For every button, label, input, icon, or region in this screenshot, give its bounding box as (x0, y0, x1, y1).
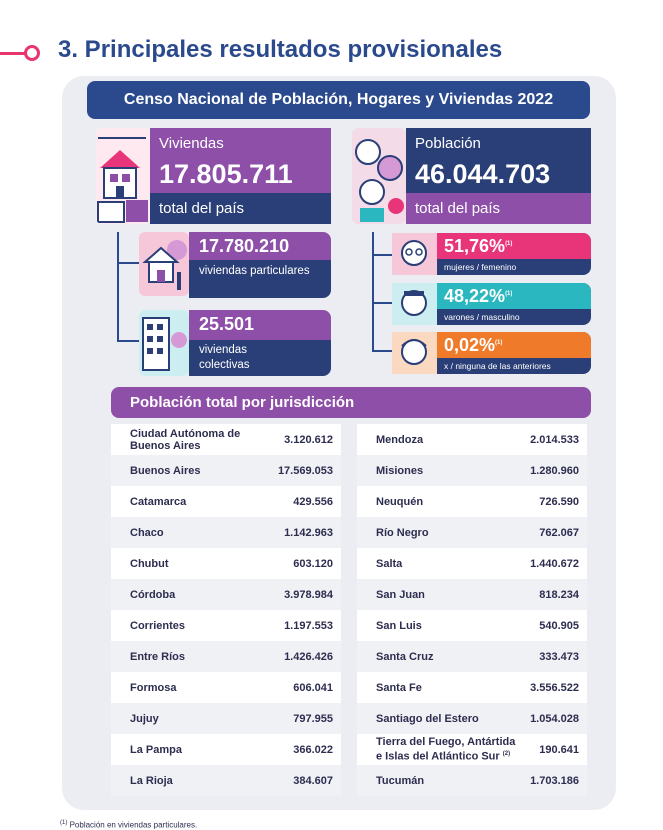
table-row (357, 610, 587, 641)
table-row (111, 517, 341, 548)
jurisdiction-name: Catamarca (130, 495, 187, 508)
people-illustration-icon (352, 128, 406, 224)
jurisdiction-name: Entre Ríos (130, 650, 186, 663)
jurisdiction-population: 190.641 (539, 743, 579, 756)
poblacion-connector (372, 350, 392, 352)
jurisdiction-population: 606.041 (293, 681, 333, 694)
jurisdiction-name: Santa Fe (376, 681, 422, 694)
jurisdiction-name: La Pampa (130, 743, 182, 756)
jurisdiction-name: Ciudad Autónoma de Buenos Aires (130, 427, 241, 452)
jurisdiction-population: 540.905 (539, 619, 579, 632)
jurisdiction-population: 1.280.960 (530, 464, 579, 477)
viviendas-connector (117, 262, 139, 264)
particulares-value: 17.780.210 (199, 236, 290, 256)
table-row (111, 641, 341, 672)
poblacion-total-sublabel: total del país (415, 200, 501, 217)
table-row (357, 486, 587, 517)
table-row (357, 672, 587, 703)
jurisdiction-name: Salta (376, 557, 403, 570)
house-icon (139, 232, 189, 296)
colectivas-label: viviendas colectivas (199, 344, 250, 371)
table-row (111, 703, 341, 734)
jurisdiction-population: 603.120 (293, 557, 333, 570)
poblacion-total-value: 46.044.703 (415, 159, 551, 189)
page-title: 3. Principales resultados provisionales (58, 36, 503, 63)
jurisdiction-name: Jujuy (130, 712, 159, 725)
poblacion-connector (372, 254, 392, 256)
jurisdiction-population: 762.067 (539, 526, 579, 539)
table-row (111, 548, 341, 579)
particulares-label: viviendas particulares (199, 265, 310, 277)
jurisdiction-name: Tucumán (376, 774, 425, 787)
jurisdiction-name: Neuquén (376, 495, 424, 508)
jurisdiction-population: 3.556.522 (530, 681, 579, 694)
jurisdiction-population: 726.590 (539, 495, 579, 508)
table-row (111, 610, 341, 641)
table-row (111, 672, 341, 703)
jurisdiction-name: Chaco (130, 526, 164, 539)
table-row (357, 641, 587, 672)
jurisdiction-population: 818.234 (539, 588, 579, 601)
viviendas-connector (117, 340, 139, 342)
man-face-icon (392, 283, 437, 325)
table-row (357, 517, 587, 548)
varones-label: varones / masculino (444, 312, 520, 322)
jurisdiction-column-right (357, 424, 587, 796)
building-icon (139, 310, 189, 376)
jurisdiction-name: San Luis (376, 619, 422, 632)
houses-illustration-icon (96, 128, 150, 224)
table-row (357, 579, 587, 610)
woman-face-icon (392, 233, 437, 275)
jurisdiction-name: Corrientes (130, 619, 186, 632)
jurisdiction-name: Santiago del Estero (376, 712, 479, 725)
jurisdiction-population: 333.473 (539, 650, 579, 663)
poblacion-label: Población (415, 135, 481, 152)
jurisdiction-name: San Juan (376, 588, 425, 601)
x-label: x / ninguna de las anteriores (444, 361, 551, 371)
table-row (357, 455, 587, 486)
jurisdiction-population: 1.054.028 (530, 712, 579, 725)
census-banner: Censo Nacional de Población, Hogares y Viviendas 2022 (87, 81, 590, 119)
table-row (357, 765, 587, 796)
jurisdiction-name: Chubut (130, 557, 169, 570)
jurisdiction-table-title: Población total por jurisdicción (111, 387, 591, 418)
jurisdiction-name: Córdoba (130, 588, 176, 601)
viviendas-total-value: 17.805.711 (159, 159, 293, 189)
table-row (357, 424, 587, 455)
jurisdiction-name: Formosa (130, 681, 177, 694)
jurisdiction-population: 384.607 (293, 774, 333, 787)
poblacion-connector (372, 232, 374, 350)
jurisdiction-name: La Rioja (130, 774, 173, 787)
table-row (111, 765, 341, 796)
table-row (111, 455, 341, 486)
jurisdiction-population: 366.022 (293, 743, 333, 756)
jurisdiction-population: 3.978.984 (284, 588, 333, 601)
person-face-icon (392, 332, 437, 374)
table-row (357, 703, 587, 734)
x-value: 0,02%$^{(1)}$ (444, 335, 503, 355)
jurisdiction-population: 429.556 (293, 495, 333, 508)
jurisdiction-population: 2.014.533 (530, 433, 579, 446)
viviendas-label: Viviendas (159, 135, 224, 152)
footnote: $^{(1)}$ Población en viviendas particulares. (60, 820, 198, 830)
jurisdiction-name: Misiones (376, 464, 424, 477)
jurisdiction-population: 17.569.053 (277, 464, 333, 477)
mujeres-label: mujeres / femenino (444, 262, 517, 272)
jurisdiction-population: 1.142.963 (284, 526, 333, 539)
varones-value: 48,22%$^{(1)}$ (444, 286, 513, 306)
jurisdiction-name: Río Negro (376, 526, 429, 539)
table-row (111, 579, 341, 610)
jurisdiction-population: 3.120.612 (284, 433, 333, 446)
jurisdiction-population: 1.426.426 (284, 650, 333, 663)
mujeres-value: 51,76%$^{(1)}$ (444, 236, 513, 256)
table-row (357, 548, 587, 579)
table-row (357, 734, 587, 765)
header-bullet-icon (24, 45, 40, 61)
jurisdiction-population: 1.197.553 (284, 619, 333, 632)
table-row (111, 486, 341, 517)
poblacion-connector (372, 302, 392, 304)
jurisdiction-name: Mendoza (376, 433, 424, 446)
jurisdiction-population: 1.440.672 (530, 557, 579, 570)
table-row (111, 734, 341, 765)
jurisdiction-population: 1.703.186 (530, 774, 579, 787)
jurisdiction-population: 797.955 (293, 712, 333, 725)
colectivas-value: 25.501 (199, 314, 255, 334)
jurisdiction-name: Tierra del Fuego, Antártida e Islas del Atlántico Sur $^{(2)}$ (376, 736, 516, 763)
jurisdiction-name: Buenos Aires (130, 464, 201, 477)
table-row (111, 424, 341, 455)
viviendas-total-sublabel: total del país (159, 200, 245, 217)
viviendas-connector (117, 232, 119, 342)
jurisdiction-column-left (111, 424, 341, 796)
jurisdiction-name: Santa Cruz (376, 650, 434, 663)
